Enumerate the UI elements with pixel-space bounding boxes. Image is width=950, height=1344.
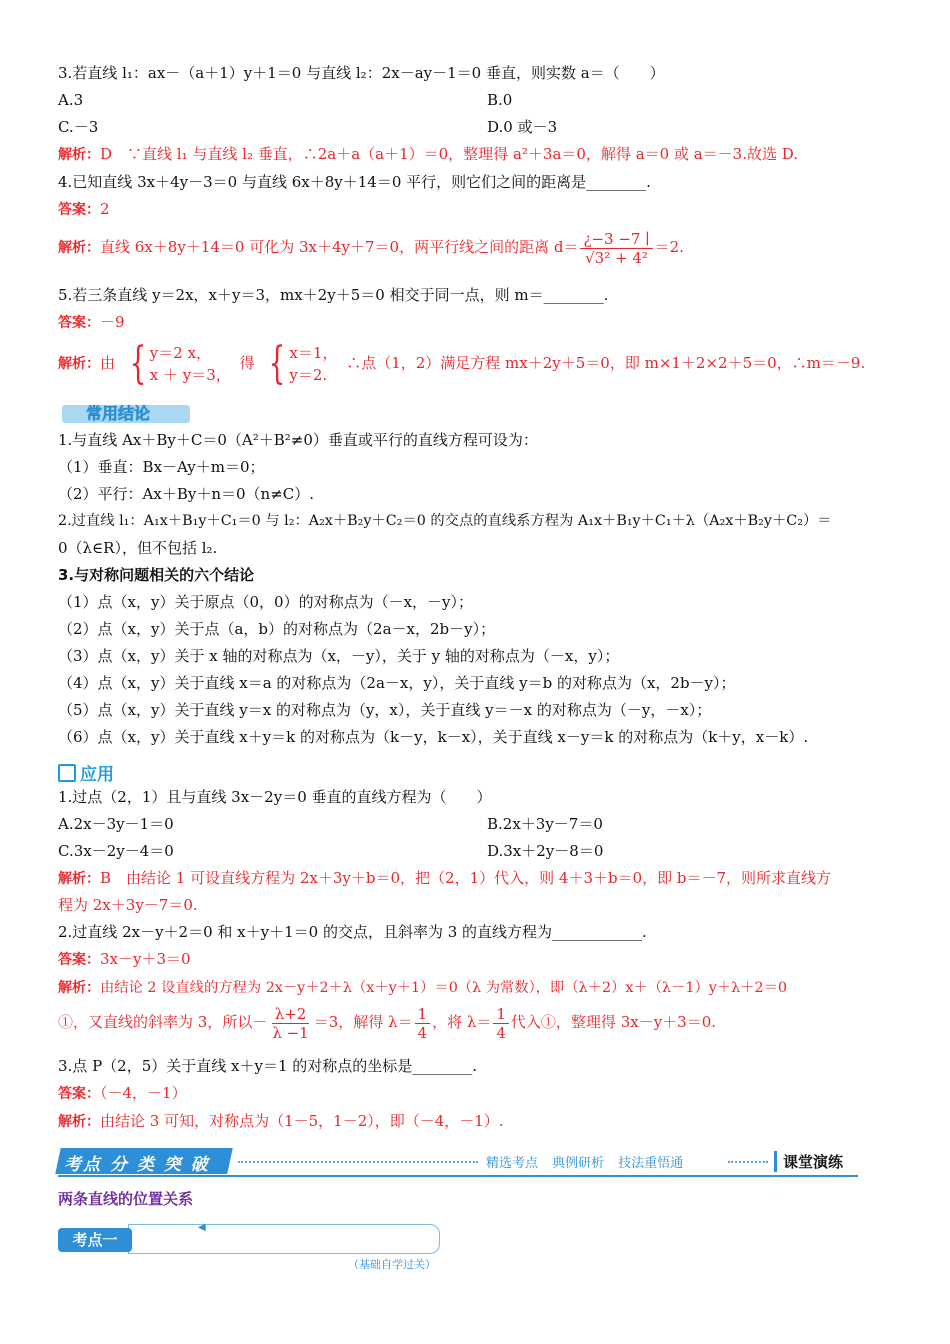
p3-solution-text: 由结论 3 可知，对称点为（1－5，1－2），即（－4，－1）. [100,1112,504,1130]
apply-title: 应用 [80,765,114,785]
apply-heading [58,760,114,785]
p2-solution [58,978,787,998]
q5-sol-a: 由 [100,354,116,372]
slope-fraction [269,1005,311,1042]
q3-option-b: B.0 [487,91,513,109]
fraction-numerator: 1 [493,1005,509,1024]
p2-sol-c: ，将 λ＝ [432,1013,492,1031]
system-row: y＝2. [289,366,328,384]
conclusion-2a: 2.过直线 l₁：A₁x＋B₁y＋C₁＝0 与 l₂：A₂x＋B₂y＋C₂＝0 的交点的直线系方程为 A₁x＋B₁y＋C₁＋λ（A₂x＋B₂y＋C₂）＝ [58,513,832,529]
p1-option-c: C.3x－2y－4＝0 [58,842,174,860]
p2-answer [58,949,191,970]
q3-solution-text: D ∵直线 l₁ 与直线 l₂ 垂直，∴2a＋a（a＋1）＝0，整理得 a²＋3a＝0，解得 a＝0 或 a＝－3.故选 D. [100,145,799,163]
q4-answer [58,199,110,220]
q5-sol-c: ∴点（1，2）满足方程 mx＋2y＋5＝0，即 m×1＋2×2＋5＝0，∴m＝－9. [346,354,866,372]
solution-label: 解析： [58,356,100,372]
q5-answer [58,312,125,333]
p2-sol-b: ＝3，解得 λ＝ [313,1013,413,1031]
solution-label: 解析： [58,980,100,996]
q4-solution [58,228,684,267]
q5-sol-b: 得 [239,354,255,372]
kaodian-banner [58,1148,858,1176]
conclusion-1a: （1）垂直：Bx－Ay＋m＝0； [58,458,265,476]
distance-fraction [580,230,652,267]
banner-title: 常用结论 [86,404,151,423]
banner-mid-text: 精选考点 典例研析 技法重悟通 [486,1156,684,1171]
p3-solution [58,1111,504,1132]
symmetry-1: （1）点（x，y）关于原点（0，0）的对称点为（－x，－y）； [58,593,474,611]
q3-solution [58,144,798,165]
banner-right-text: 课堂演练 [774,1151,843,1172]
solution-label: 解析： [58,871,100,887]
common-conclusions-banner [62,401,190,423]
p1-solution-text: B 由结论 1 可设直线方程为 2x＋3y＋b＝0，把（2，1）代入，则 4＋3＋b＝0，即 b＝－7，则所求直线方 [100,869,832,887]
q3-option-c: C.－3 [58,118,99,136]
p2-sol-d: 代入①，整理得 3x－y＋3＝0. [510,1013,717,1031]
answer-label: 答案： [58,202,100,218]
system-row: x ＋ y＝3， [149,366,231,384]
q3-option-a: A.3 [58,91,84,109]
p2-sol-a: ①，又直线的斜率为 3，所以－ [58,1013,268,1031]
kaodian-box [58,1222,442,1271]
kaodian-tag: 考点一 [58,1228,132,1252]
p1-stem: 1.过点（2，1）且与直线 3x－2y＝0 垂直的直线方程为（ ） [58,788,492,806]
banner-left-text: 考点 分 类 突 破 [64,1155,210,1175]
solution-label: 解析： [58,1114,100,1130]
fraction-numerator: ¿−3 −7 ∣ [580,230,652,249]
lambda-fraction [493,1005,509,1042]
fraction-denominator: λ −1 [272,1023,309,1042]
symmetry-5: （5）点（x，y）关于直线 y＝x 的对称点为（y，x），关于直线 y＝－x 的对称点为（－y，－x）； [58,701,712,719]
brace-icon: { [129,338,147,389]
equation-system-2 [263,338,338,389]
conclusion-1b: （2）平行：Ax＋By＋n＝0（n≠C）. [58,485,315,503]
solution-label: 解析： [58,147,100,163]
answer-label: 答案： [58,1086,100,1102]
p1-solution [58,868,831,889]
lambda-fraction [415,1005,431,1042]
solution-label: 解析： [58,240,100,256]
p3-answer [58,1083,187,1104]
fraction-denominator: 4 [417,1023,428,1042]
system-row: y＝2 x， [149,344,212,362]
q4-solution-post: ＝2. [654,238,684,256]
apply-icon [58,764,76,782]
p3-answer-value: （－4，－1） [100,1084,187,1102]
equation-system-1 [124,338,231,389]
symmetry-3: （3）点（x，y）关于 x 轴的对称点为（x，－y），关于 y 轴的对称点为（－x，y）； [58,647,620,665]
p1-solution-cont: 程为 2x＋3y－7＝0. [58,896,198,914]
fraction-numerator: λ+2 [272,1005,310,1024]
p2-stem: 2.过直线 2x－y＋2＝0 和 x＋y＋1＝0 的交点，且斜率为 3 的直线方程为____________. [58,923,647,941]
banner-underline [58,1175,858,1177]
q4-answer-value: 2 [100,200,110,218]
arrow-left-icon: ◀ [198,1222,206,1233]
p2-answer-value: 3x－y＋3＝0 [100,950,191,968]
q4-solution-pre: 直线 6x＋8y＋14＝0 可化为 3x＋4y＋7＝0，两平行线之间的距离 d＝ [100,238,579,256]
banner-divider [728,1161,768,1163]
section-title: 两条直线的位置关系 [58,1190,194,1208]
conclusion-2b: 0（λ∈R），但不包括 l₂. [58,539,218,557]
fraction-denominator: √3² + 4² [585,248,648,267]
q3-stem: 3.若直线 l₁：ax－（a＋1）y＋1＝0 与直线 l₂：2x－ay－1＝0 垂直，则实数 a＝（ ） [58,64,665,82]
fraction-denominator: 4 [496,1023,506,1042]
fraction-numerator: 1 [415,1005,431,1024]
p1-option-b: B.2x＋3y－7＝0 [487,815,603,833]
p1-option-d: D.3x＋2y－8＝0 [487,842,604,860]
p3-stem: 3.点 P（2，5）关于直线 x＋y＝1 的对称点的坐标是________. [58,1057,478,1075]
conclusion-1: 1.与直线 Ax＋By＋C＝0（A²＋B²≠0）垂直或平行的直线方程可设为： [58,431,538,449]
p2-solution-text: 由结论 2 设直线的方程为 2x－y＋2＋λ（x＋y＋1）＝0（λ 为常数），即（λ＋2）x＋（λ－1）y＋λ＋2＝0 [100,980,788,996]
kaodian-subtitle: （基础自学过关） [348,1258,436,1271]
q5-solution [58,339,865,388]
symmetry-6: （6）点（x，y）关于直线 x＋y＝k 的对称点为（k－y，k－x），关于直线 x－y＝k 的对称点为（k＋y，x－k）. [58,728,809,746]
p2-solution-cont [58,1002,716,1042]
q5-stem: 5.若三条直线 y＝2x，x＋y＝3，mx＋2y＋5＝0 相交于同一点，则 m＝________. [58,286,609,304]
p1-option-a: A.2x－3y－1＝0 [58,815,174,833]
symmetry-4: （4）点（x，y）关于直线 x＝a 的对称点为（2a－x，y），关于直线 y＝b 的对称点为（x，2b－y）； [58,674,736,692]
symmetry-2: （2）点（x，y）关于点（a，b）的对称点为（2a－x，2b－y）； [58,620,496,638]
answer-label: 答案： [58,952,100,968]
q4-stem: 4.已知直线 3x＋4y－3＝0 与直线 6x＋8y＋14＝0 平行，则它们之间的距离是________. [58,173,651,191]
banner-divider [238,1161,478,1163]
brace-icon: { [268,338,286,389]
q5-answer-value: －9 [100,313,125,331]
kaodian-frame [128,1224,440,1254]
conclusion-3-heading: 3.与对称问题相关的六个结论 [58,566,255,584]
system-row: x＝1， [289,344,338,362]
q3-option-d: D.0 或－3 [487,118,558,136]
answer-label: 答案： [58,315,100,331]
